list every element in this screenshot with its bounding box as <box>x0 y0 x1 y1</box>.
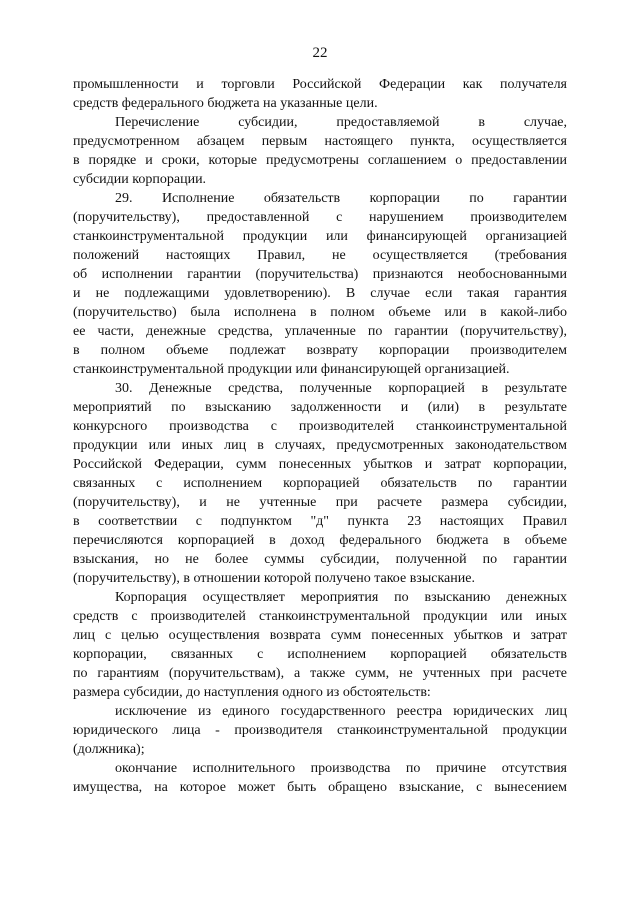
paragraph-line: исключение из единого государственного реестра юридических лиц <box>115 704 567 719</box>
paragraph <box>73 75 567 113</box>
paragraph <box>73 113 567 189</box>
page-number: 22 <box>312 45 328 61</box>
paragraph-line: (поручительству), в отношении которой получено такое взыскание. <box>73 571 475 586</box>
paragraph-line: окончание исполнительного производства по причине отсутствия <box>115 761 567 776</box>
paragraph-line: конкурсного производства с производителей станкоинструментальной <box>73 419 567 434</box>
paragraph <box>73 702 567 759</box>
paragraph-line: ее части, денежные средства, уплаченные по гарантии (поручительству), <box>73 324 567 339</box>
paragraph-line: перечисляются корпорацией в доход федерального бюджета в объеме <box>73 533 567 548</box>
paragraph-line: Российской Федерации, сумм понесенных убытков и затрат корпорации, <box>73 457 567 472</box>
paragraph-line: станкоинструментальной продукции или финансирующей организацией. <box>73 362 510 377</box>
paragraph-line: в полном объеме подлежат возврату корпорации производителем <box>73 343 567 358</box>
paragraph-line: корпорации, связанных с исполнением корпорацией обязательств <box>73 647 567 662</box>
paragraph-line: об исполнении гарантии (поручительства) признаются необоснованными <box>73 267 567 282</box>
paragraph-line: имущества, на которое может быть обращено взыскание, с вынесением <box>73 780 567 795</box>
paragraph-line: Перечисление субсидии, предоставляемой в случае, <box>115 115 567 130</box>
paragraph-line: и не подлежащими удовлетворению). В случае если такая гарантия <box>73 286 567 301</box>
paragraph-line: 30. Денежные средства, полученные корпорацией в результате <box>115 381 567 396</box>
paragraph-line: в порядке и сроки, которые предусмотрены соглашением о предоставлении <box>73 153 567 168</box>
paragraph <box>73 379 567 588</box>
document-body <box>73 75 567 797</box>
paragraph-line: размера субсидии, до наступления одного из обстоятельств: <box>73 685 431 700</box>
paragraph-line: связанных с исполнением корпорацией обязательств по гарантии <box>73 476 567 491</box>
paragraph-line: мероприятий по взысканию задолженности и (или) в результате <box>73 400 567 415</box>
paragraph-line: (поручительство) была исполнена в полном объеме или в какой-либо <box>73 305 567 320</box>
paragraph-line: в соответствии с подпунктом "д" пункта 23 настоящих Правил <box>73 514 567 529</box>
paragraph-line: юридического лица - производителя станкоинструментальной продукции <box>73 723 567 738</box>
paragraph-line: средств федерального бюджета на указанные цели. <box>73 96 378 111</box>
paragraph-line: (должника); <box>73 742 145 757</box>
paragraph <box>73 588 567 702</box>
paragraph-line: промышленности и торговли Российской Федерации как получателя <box>73 77 567 92</box>
paragraph-line: средств с производителей станкоинструментальной продукции или иных <box>73 609 567 624</box>
paragraph-line: (поручительству), предоставленной с нарушением производителем <box>73 210 567 225</box>
paragraph-line: по гарантиям (поручительствам), а также сумм, не учтенных при расчете <box>73 666 567 681</box>
paragraph-line: положений настоящих Правил, не осуществляется (требования <box>73 248 567 263</box>
paragraph-line: продукции или иных лиц в случаях, предусмотренных законодательством <box>73 438 567 453</box>
paragraph-line: взыскания, но не более суммы субсидии, полученной по гарантии <box>73 552 567 567</box>
paragraph-line: субсидии корпорации. <box>73 172 207 187</box>
paragraph-line: 29. Исполнение обязательств корпорации по гарантии <box>115 191 567 206</box>
paragraph-line: предусмотренном абзацем первым настоящего пункта, осуществляется <box>73 134 567 149</box>
paragraph <box>73 189 567 379</box>
paragraph-line: (поручительству), и не учтенные при расчете размера субсидии, <box>73 495 567 510</box>
paragraph-line: Корпорация осуществляет мероприятия по взысканию денежных <box>115 590 567 605</box>
paragraph-line: лиц с целью осуществления возврата сумм понесенных убытков и затрат <box>73 628 567 643</box>
paragraph <box>73 759 567 797</box>
paragraph-line: станкоинструментальной продукции или финансирующей организацией <box>73 229 567 244</box>
